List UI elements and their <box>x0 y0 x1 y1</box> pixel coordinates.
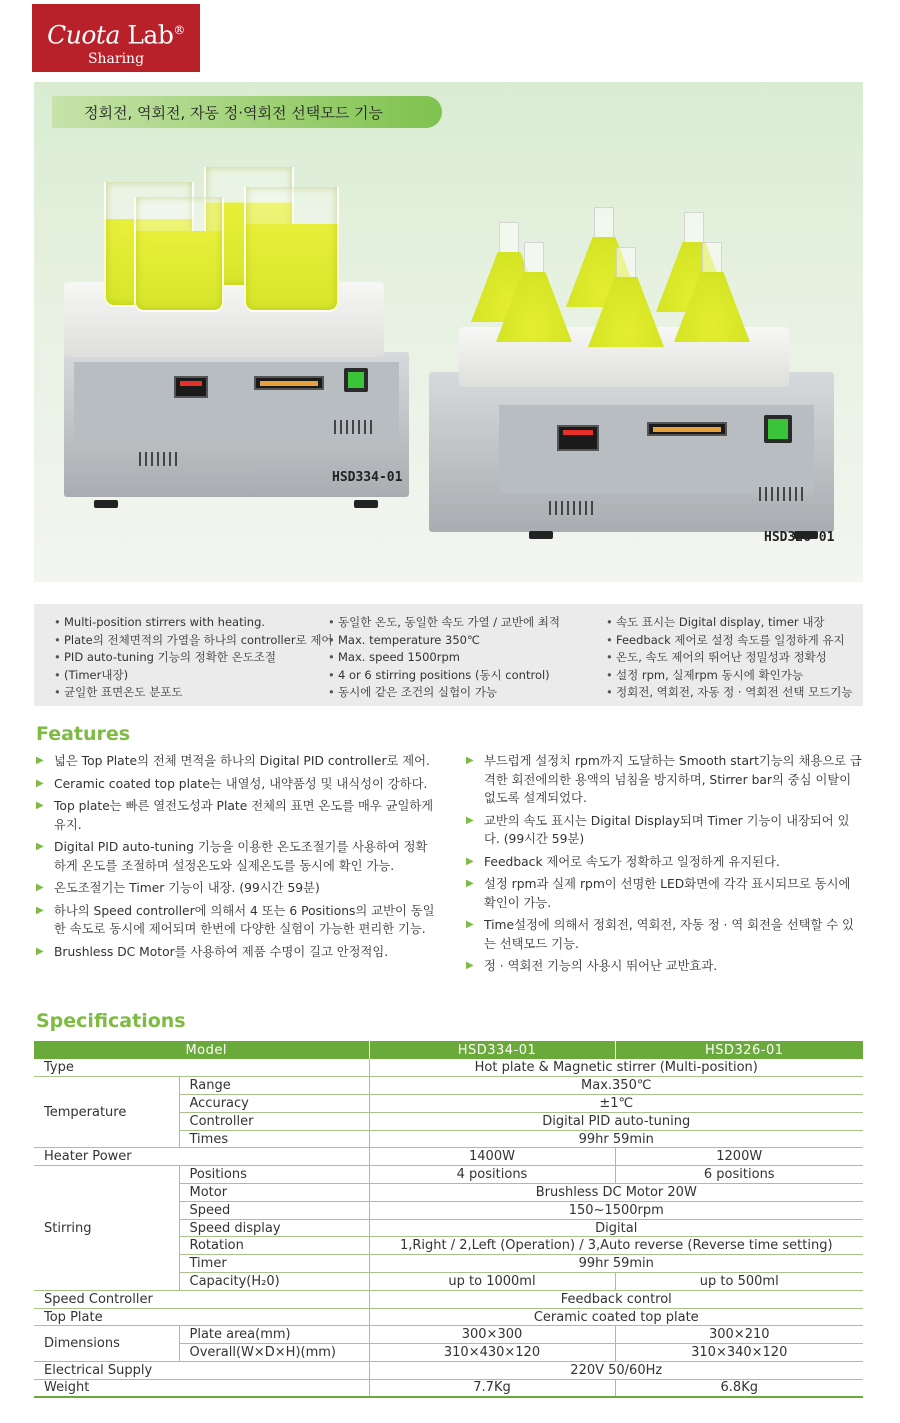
summary-item: • PID auto-tuning 기능의 정확한 온도조절 <box>54 649 333 667</box>
feature-item: ▶ 온도조절기는 Timer 기능이 내장. (99시간 59분) <box>36 879 436 898</box>
row-value: 310×340×120 <box>615 1344 863 1362</box>
row-sublabel: Positions <box>179 1166 369 1184</box>
row-value: Feedback control <box>369 1290 863 1308</box>
header-model-2: HSD326-01 <box>615 1041 863 1059</box>
row-sublabel: Controller <box>179 1112 369 1130</box>
summary-item: • Plate의 전체면적의 가열을 하나의 controller로 제어 <box>54 632 333 650</box>
row-value: 300×210 <box>615 1326 863 1344</box>
summary-item: • 동일한 온도, 동일한 속도 가열 / 교반에 최적 <box>328 614 560 632</box>
summary-item: • 4 or 6 stirring positions (동시 control) <box>328 667 560 685</box>
mode-feature-banner <box>52 96 442 128</box>
header-model-1: HSD334-01 <box>369 1041 615 1059</box>
model-label-hsd334: HSD334-01 <box>332 470 403 485</box>
device-hsd326-illustration <box>429 327 839 537</box>
row-sublabel: Plate area(mm) <box>179 1326 369 1344</box>
row-sublabel: Times <box>179 1130 369 1148</box>
row-value: Max.350℃ <box>369 1077 863 1095</box>
row-value: Brushless DC Motor 20W <box>369 1184 863 1202</box>
feature-item: ▶ Feedback 제어로 속도가 정확하고 일정하게 유지된다. <box>466 853 864 872</box>
row-sublabel: Range <box>179 1077 369 1095</box>
table-header-row <box>34 1041 863 1059</box>
row-value: 7.7Kg <box>369 1379 615 1397</box>
summary-item: • 정회전, 역회전, 자동 정 · 역회전 선택 모드기능 <box>606 684 853 702</box>
row-group-label: Stirring <box>34 1166 179 1291</box>
beaker-illustration <box>134 197 224 312</box>
summary-item: • (Timer내장) <box>54 667 333 685</box>
row-value: Digital PID auto-tuning <box>369 1112 863 1130</box>
row-label: Heater Power <box>34 1148 369 1166</box>
feature-item: ▶ Top plate는 빠른 열전도성과 Plate 전체의 표면 온도를 매우 균일하게 유지. <box>36 797 436 834</box>
summary-item: • Multi-position stirrers with heating. <box>54 614 333 632</box>
row-value: Hot plate & Magnetic stirrer (Multi-position) <box>369 1059 863 1077</box>
row-sublabel: Overall(W×D×H)(mm) <box>179 1344 369 1362</box>
row-label: Type <box>34 1059 369 1077</box>
summary-column-2 <box>328 614 560 702</box>
row-group-label: Dimensions <box>34 1326 179 1362</box>
row-value: 150~1500rpm <box>369 1201 863 1219</box>
row-value: 4 positions <box>369 1166 615 1184</box>
row-label: Weight <box>34 1379 369 1397</box>
feature-item: ▶ 설정 rpm과 실제 rpm이 선명한 LED화면에 각각 표시되므로 동시에 확인이 가능. <box>466 875 864 912</box>
summary-item: • 속도 표시는 Digital display, timer 내장 <box>606 614 853 632</box>
table-row <box>34 1148 863 1166</box>
row-value: 1400W <box>369 1148 615 1166</box>
summary-item: • 설정 rpm, 실제rpm 동시에 확인가능 <box>606 667 853 685</box>
feature-item: ▶ 부드럽게 설정치 rpm까지 도달하는 Smooth start기능의 채용으로 급격한 회전에의한 용액의 넘침을 방지하며, Stirrer bar의 중심 이탈이 없도록 설계되었다. <box>466 752 864 808</box>
row-value: 220V 50/60Hz <box>369 1362 863 1380</box>
specifications-table <box>34 1041 863 1398</box>
table-row <box>34 1308 863 1326</box>
row-label: Electrical Supply <box>34 1362 369 1380</box>
row-value: up to 500ml <box>615 1273 863 1291</box>
features-heading: Features <box>36 723 131 745</box>
summary-column-1 <box>54 614 333 702</box>
table-row <box>34 1326 863 1344</box>
feature-item: ▶ Digital PID auto-tuning 기능을 이용한 온도조절기를 사용하여 정확하게 온도를 조절하며 설정온도와 실제온도를 동시에 확인 가능. <box>36 838 436 875</box>
summary-item: • 균일한 표면온도 분포도 <box>54 684 333 702</box>
summary-column-3 <box>606 614 853 702</box>
table-row <box>34 1077 863 1095</box>
summary-item: • 동시에 같은 조건의 실험이 가능 <box>328 684 560 702</box>
feature-item: ▶ 교반의 속도 표시는 Digital Display되며 Timer 기능이 내장되어 있다. (99시간 59분) <box>466 812 864 849</box>
feature-item: ▶ Ceramic coated top plate는 내열성, 내약품성 및 내식성이 강하다. <box>36 775 436 794</box>
row-value: 99hr 59min <box>369 1255 863 1273</box>
beaker-illustration <box>244 187 339 312</box>
feature-item: ▶ 넓은 Top Plate의 전체 면적을 하나의 Digital PID controller로 제어. <box>36 752 436 771</box>
product-hero-image <box>34 82 863 582</box>
logo-subtitle: Sharing <box>87 51 145 68</box>
row-value: 310×430×120 <box>369 1344 615 1362</box>
feature-item: ▶ Brushless DC Motor를 사용하여 제품 수명이 길고 안정적임. <box>36 943 436 962</box>
summary-item: • Max. speed 1500rpm <box>328 649 560 667</box>
row-label: Top Plate <box>34 1308 369 1326</box>
logo-wordmark <box>32 14 200 51</box>
features-list-left <box>36 752 436 965</box>
row-sublabel: Speed display <box>179 1219 369 1237</box>
row-sublabel: Timer <box>179 1255 369 1273</box>
row-value: 1,Right / 2,Left (Operation) / 3,Auto reverse (Reverse time setting) <box>369 1237 863 1255</box>
row-value: 300×300 <box>369 1326 615 1344</box>
table-row <box>34 1362 863 1380</box>
row-value: ±1℃ <box>369 1095 863 1113</box>
feature-item: ▶ Time설정에 의해서 정회전, 역회전, 자동 정 · 역 회전을 선택할 수 있는 선택모드 기능. <box>466 916 864 953</box>
table-row <box>34 1379 863 1397</box>
brand-logo <box>32 4 200 72</box>
features-list-right <box>466 752 864 980</box>
row-group-label: Temperature <box>34 1077 179 1148</box>
specifications-heading: Specifications <box>36 1010 186 1032</box>
logo-brand-lab: Lab <box>127 20 174 50</box>
feature-item: ▶ 하나의 Speed controller에 의해서 4 또는 6 Positions의 교반이 동일한 속도로 동시에 제어되며 한번에 다양한 실험이 가능한 편리한 기능. <box>36 902 436 939</box>
feature-item: ▶ 정 · 역회전 기능의 사용시 뛰어난 교반효과. <box>466 957 864 976</box>
row-label: Speed Controller <box>34 1290 369 1308</box>
table-row <box>34 1166 863 1184</box>
row-value: Ceramic coated top plate <box>369 1308 863 1326</box>
table-row <box>34 1059 863 1077</box>
row-sublabel: Rotation <box>179 1237 369 1255</box>
row-value: 99hr 59min <box>369 1130 863 1148</box>
row-sublabel: Capacity(H₂0) <box>179 1273 369 1291</box>
table-row <box>34 1290 863 1308</box>
logo-brand-main: Cuota <box>47 20 120 50</box>
header-model: Model <box>34 1041 369 1059</box>
row-value: 6 positions <box>615 1166 863 1184</box>
summary-item: • Feedback 제어로 설정 속도를 일정하게 유지 <box>606 632 853 650</box>
row-sublabel: Accuracy <box>179 1095 369 1113</box>
summary-item: • Max. temperature 350℃ <box>328 632 560 650</box>
row-value: Digital <box>369 1219 863 1237</box>
row-value: up to 1000ml <box>369 1273 615 1291</box>
model-label-hsd326: HSD326-01 <box>764 530 835 545</box>
row-value: 6.8Kg <box>615 1379 863 1397</box>
summary-item: • 온도, 속도 제어의 뛰어난 정밀성과 정확성 <box>606 649 853 667</box>
summary-box <box>34 604 863 706</box>
row-sublabel: Motor <box>179 1184 369 1202</box>
row-value: 1200W <box>615 1148 863 1166</box>
logo-registered-mark: ® <box>173 23 185 37</box>
row-sublabel: Speed <box>179 1201 369 1219</box>
mode-feature-title: 정회전, 역회전, 자동 정·역회전 선택모드 기능 <box>84 104 383 122</box>
